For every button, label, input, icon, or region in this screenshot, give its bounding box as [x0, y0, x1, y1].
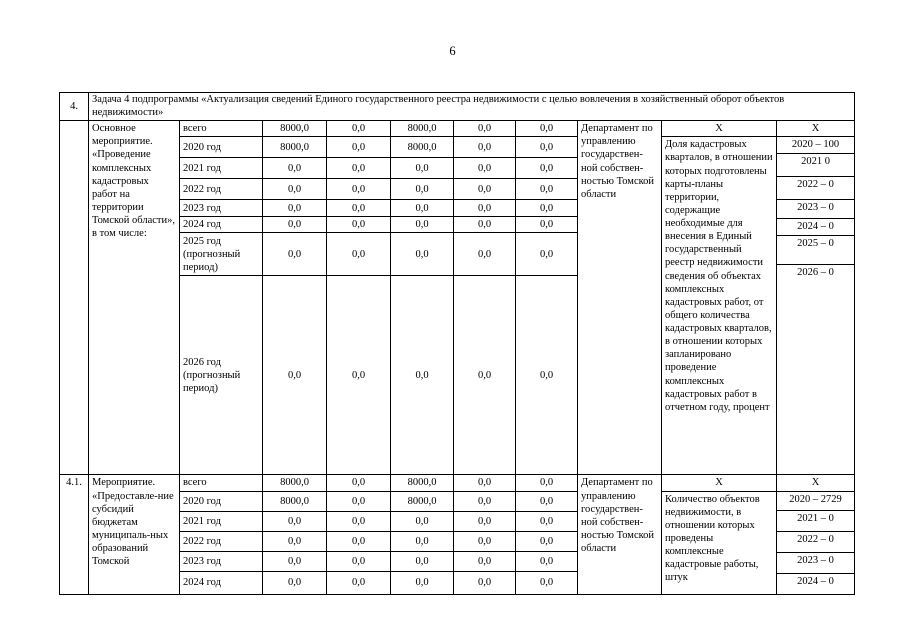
- amount-cell: 8000,0: [391, 475, 454, 491]
- amount-cell: 0,0: [391, 551, 454, 571]
- indicator-header: Х: [662, 475, 777, 491]
- period-cell: 2021 год: [180, 511, 263, 531]
- period-cell: 2024 год: [180, 571, 263, 594]
- amount-cell: 0,0: [454, 475, 516, 491]
- amount-cell: 0,0: [263, 200, 327, 217]
- executor-cell: Департамент по управлению государствен-ной собствен-ностью Томской области: [578, 475, 662, 594]
- amount-cell: 0,0: [454, 571, 516, 594]
- amount-cell: 0,0: [454, 551, 516, 571]
- amount-cell: 0,0: [516, 121, 578, 137]
- amount-cell: 8000,0: [263, 137, 327, 158]
- funding-row: [60, 475, 855, 491]
- amount-cell: 0,0: [327, 475, 391, 491]
- task-number: 4.: [60, 93, 89, 121]
- target-value: 2020 – 100: [777, 137, 854, 154]
- amount-cell: 0,0: [454, 200, 516, 217]
- amount-cell: 0,0: [327, 217, 391, 233]
- period-cell: 2023 год: [180, 200, 263, 217]
- amount-cell: 0,0: [327, 276, 391, 475]
- program-table: [59, 92, 855, 595]
- target-value: 2022 – 0: [777, 531, 854, 552]
- funding-row: [60, 491, 855, 511]
- amount-cell: 0,0: [327, 158, 391, 179]
- amount-cell: 0,0: [516, 551, 578, 571]
- target-header: Х: [777, 475, 855, 491]
- amount-cell: 0,0: [327, 200, 391, 217]
- amount-cell: 8000,0: [263, 121, 327, 137]
- amount-cell: 0,0: [391, 276, 454, 475]
- target-list: [777, 137, 854, 443]
- amount-cell: 0,0: [454, 531, 516, 551]
- amount-cell: 0,0: [391, 233, 454, 276]
- amount-cell: 8000,0: [263, 491, 327, 511]
- amount-cell: 0,0: [391, 158, 454, 179]
- amount-cell: 0,0: [327, 491, 391, 511]
- amount-cell: 0,0: [516, 491, 578, 511]
- amount-cell: 0,0: [454, 491, 516, 511]
- task-row: [60, 93, 855, 121]
- period-cell: 2022 год: [180, 179, 263, 200]
- amount-cell: 8000,0: [391, 121, 454, 137]
- amount-cell: 0,0: [516, 531, 578, 551]
- amount-cell: 0,0: [263, 179, 327, 200]
- amount-cell: 0,0: [263, 217, 327, 233]
- indicator-text: Доля кадастровых кварталов, в отношении которых подготовлены карты-планы территории, содержащие необходимые для внесения в Единый государственный реестр недвижимости сведения об объектах комплексных кадастровых работ, от общего количества кадастровых кварталов, в отношении которых запланировано проведение комплексных кадастровых работ в отчетном году, процент: [662, 137, 777, 475]
- amount-cell: 0,0: [391, 217, 454, 233]
- period-cell: 2021 год: [180, 158, 263, 179]
- amount-cell: 0,0: [391, 179, 454, 200]
- amount-cell: 0,0: [516, 200, 578, 217]
- page-number: 6: [449, 44, 456, 58]
- event-name: Мероприятие. «Предоставле-ние субсидий бюджетам муниципаль-ных образований Томской: [89, 475, 180, 594]
- target-value: 2021 0: [777, 154, 854, 177]
- amount-cell: 0,0: [263, 571, 327, 594]
- amount-cell: 0,0: [263, 276, 327, 475]
- period-cell: 2022 год: [180, 531, 263, 551]
- period-cell: 2020 год: [180, 491, 263, 511]
- amount-cell: 0,0: [391, 511, 454, 531]
- amount-cell: 8000,0: [391, 491, 454, 511]
- amount-cell: 8000,0: [263, 475, 327, 491]
- target-value: 2024 – 0: [777, 219, 854, 236]
- amount-cell: 0,0: [516, 217, 578, 233]
- target-value: 2021 – 0: [777, 510, 854, 531]
- funding-row: [60, 121, 855, 137]
- amount-cell: 0,0: [516, 158, 578, 179]
- amount-cell: 0,0: [327, 233, 391, 276]
- target-value: 2026 – 0: [797, 267, 834, 279]
- amount-cell: 0,0: [327, 531, 391, 551]
- target-value: 2022 – 0: [777, 177, 854, 200]
- amount-cell: 0,0: [454, 276, 516, 475]
- amount-cell: 0,0: [327, 179, 391, 200]
- target-value: 2024 – 0: [797, 575, 834, 587]
- amount-cell: 0,0: [391, 200, 454, 217]
- funding-row: [60, 137, 855, 158]
- amount-cell: 0,0: [516, 179, 578, 200]
- amount-cell: 0,0: [263, 511, 327, 531]
- amount-cell: 0,0: [516, 475, 578, 491]
- amount-cell: 0,0: [327, 511, 391, 531]
- amount-cell: 0,0: [454, 137, 516, 158]
- event-name: Основное мероприятие. «Проведение комплексных кадастровых работ на территории Томской области», в том числе:: [89, 121, 180, 475]
- target-header: Х: [777, 121, 855, 137]
- amount-cell: 0,0: [516, 137, 578, 158]
- amount-cell: 0,0: [327, 121, 391, 137]
- amount-cell: 0,0: [263, 551, 327, 571]
- amount-cell: 0,0: [454, 217, 516, 233]
- period-cell: 2025 год (прогнозный период): [180, 233, 263, 276]
- amount-cell: 0,0: [516, 511, 578, 531]
- amount-cell: 0,0: [263, 531, 327, 551]
- amount-cell: 0,0: [263, 233, 327, 276]
- amount-cell: 0,0: [454, 121, 516, 137]
- target-values: [777, 137, 855, 475]
- amount-cell: 0,0: [516, 276, 578, 475]
- target-values: [777, 491, 855, 594]
- target-value: 2023 – 0: [777, 552, 854, 573]
- target-value: 2023 – 0: [777, 200, 854, 219]
- amount-cell: 0,0: [454, 179, 516, 200]
- amount-cell: 0,0: [327, 571, 391, 594]
- amount-cell: 0,0: [516, 571, 578, 594]
- amount-cell: 0,0: [327, 137, 391, 158]
- amount-cell: 0,0: [263, 158, 327, 179]
- amount-cell: 0,0: [516, 233, 578, 276]
- indicator-text: Количество объектов недвижимости, в отношении которых проведены комплексные кадастровые работы, штук: [662, 491, 777, 594]
- amount-cell: 0,0: [327, 551, 391, 571]
- amount-cell: 0,0: [454, 158, 516, 179]
- period-cell: 2020 год: [180, 137, 263, 158]
- task-title: Задача 4 подпрограммы «Актуализация сведений Единого государственного реестра недвижимости с целью вовлечения в хозяйственный оборот объектов недвижимости»: [89, 93, 855, 121]
- period-cell: всего: [180, 121, 263, 137]
- item-number: [60, 121, 89, 475]
- amount-cell: 8000,0: [391, 137, 454, 158]
- period-cell: всего: [180, 475, 263, 491]
- period-cell: 2023 год: [180, 551, 263, 571]
- executor-cell: Департамент по управлению государствен-ной собствен-ностью Томской области: [578, 121, 662, 475]
- amount-cell: 0,0: [391, 571, 454, 594]
- indicator-header: Х: [662, 121, 777, 137]
- target-value: 2025 – 0: [777, 236, 854, 265]
- target-value: 2020 – 2729: [777, 492, 854, 511]
- target-list: [777, 492, 854, 590]
- amount-cell: 0,0: [391, 531, 454, 551]
- amount-cell: 0,0: [454, 511, 516, 531]
- period-cell: 2026 год (прогнозный период): [180, 276, 263, 475]
- item-number: 4.1.: [60, 475, 89, 594]
- period-cell: 2024 год: [180, 217, 263, 233]
- amount-cell: 0,0: [454, 233, 516, 276]
